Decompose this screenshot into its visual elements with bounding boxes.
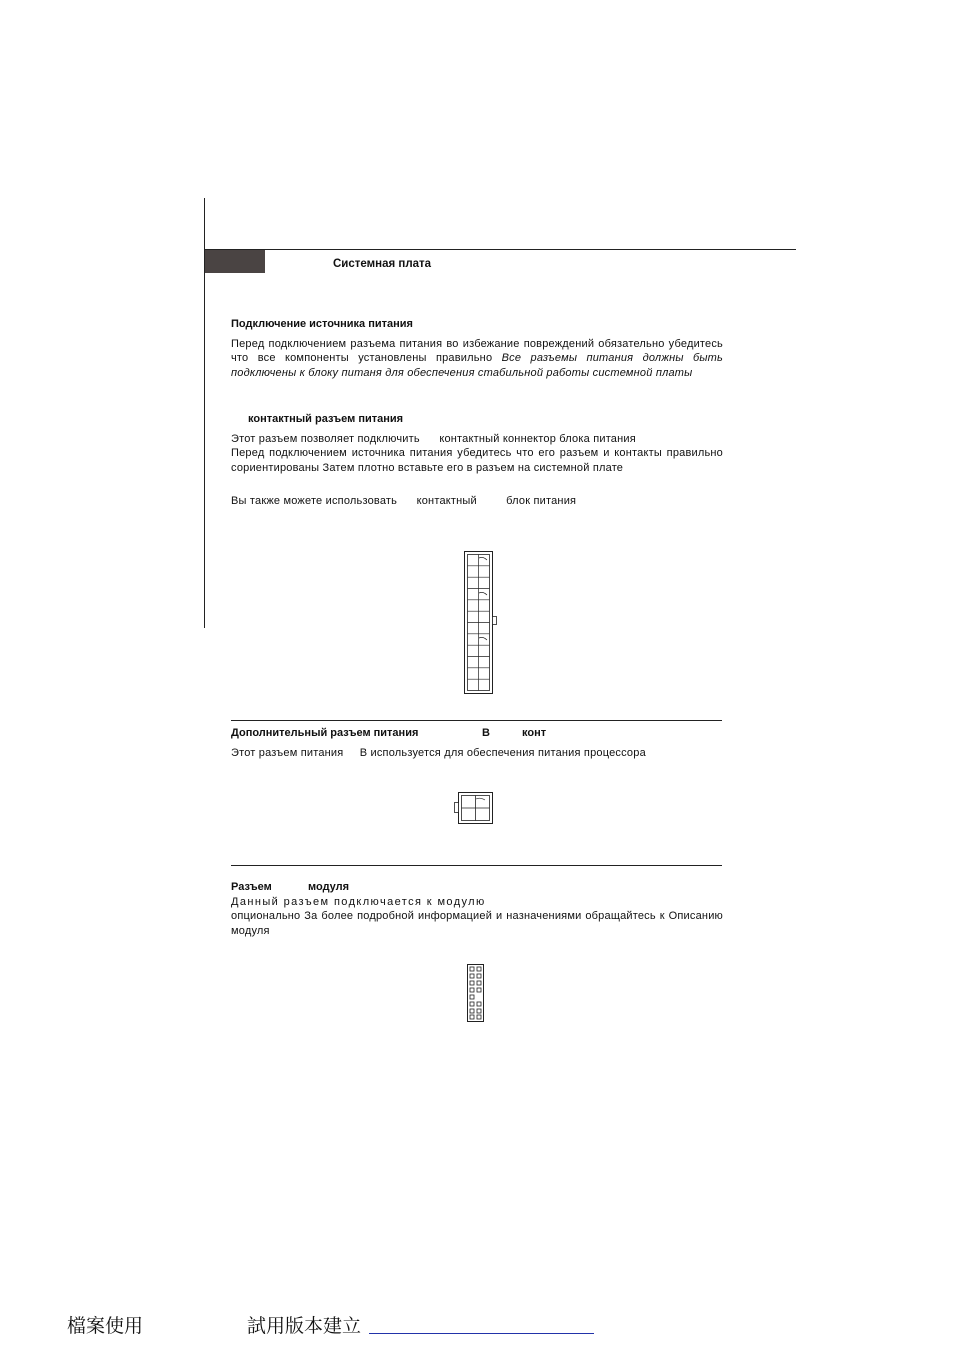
- header-rule: [204, 249, 796, 250]
- page-header-title: Системная плата: [333, 258, 432, 270]
- atx-paragraph: [231, 432, 723, 475]
- section-heading-atx12v-volt: В: [482, 727, 490, 739]
- power-paragraph: [231, 337, 723, 380]
- footer-left-text: 檔案使用: [67, 1315, 144, 1337]
- section-heading-module-2: модуля: [308, 881, 350, 893]
- module-pin-header-diagram: [464, 962, 488, 1024]
- section-heading-atx12v-pins: конт: [522, 727, 547, 739]
- section-heading-atx: контактный разъем питания: [248, 413, 404, 425]
- atx12v-4pin-connector-diagram: [453, 790, 497, 826]
- power-paragraph-text: Перед подключением разъема питания во избежание повреждений обязательно убедитесь что все компоненты установлены правильно: [231, 338, 723, 365]
- module-paragraph: [231, 895, 723, 938]
- section-divider-1: [231, 720, 722, 721]
- atx12v-paragraph: Этот разъем питания В используется для обеспечения питания процессора: [231, 747, 646, 759]
- section-heading-module: Разъем: [231, 881, 272, 893]
- footer-link[interactable]: [369, 1311, 594, 1334]
- header-tab-block: [205, 250, 265, 273]
- module-paragraph-line1: Данный разъем подключается к модулю: [231, 896, 486, 908]
- atx-paragraph-rest: Перед подключением источника питания убедитесь что его разъем и контакты правильно сориентированы Затем плотно вставьте его в разъем на системной плате: [231, 447, 723, 474]
- section-divider-2: [231, 865, 722, 866]
- atx-paragraph-2: Вы также можете использовать контактный блок питания: [231, 495, 577, 507]
- atx-24pin-connector-diagram: [460, 548, 500, 698]
- power-paragraph-italic: Все разъемы питания должны быть подключены к блоку питаня для обеспечения стабильной работы системной платы: [231, 352, 724, 379]
- atx-paragraph-line1: Этот разъем позволяет подключить контактный коннектор блока питания: [231, 433, 636, 445]
- footer-right-text: 試用版本建立: [247, 1315, 362, 1337]
- section-heading-atx12v: Дополнительный разъем питания: [231, 727, 419, 739]
- module-paragraph-rest: опционально За более подробной информацией и назначениями обращайтесь к Описанию модуля: [231, 910, 723, 937]
- section-heading-power: Подключение источника питания: [231, 318, 413, 330]
